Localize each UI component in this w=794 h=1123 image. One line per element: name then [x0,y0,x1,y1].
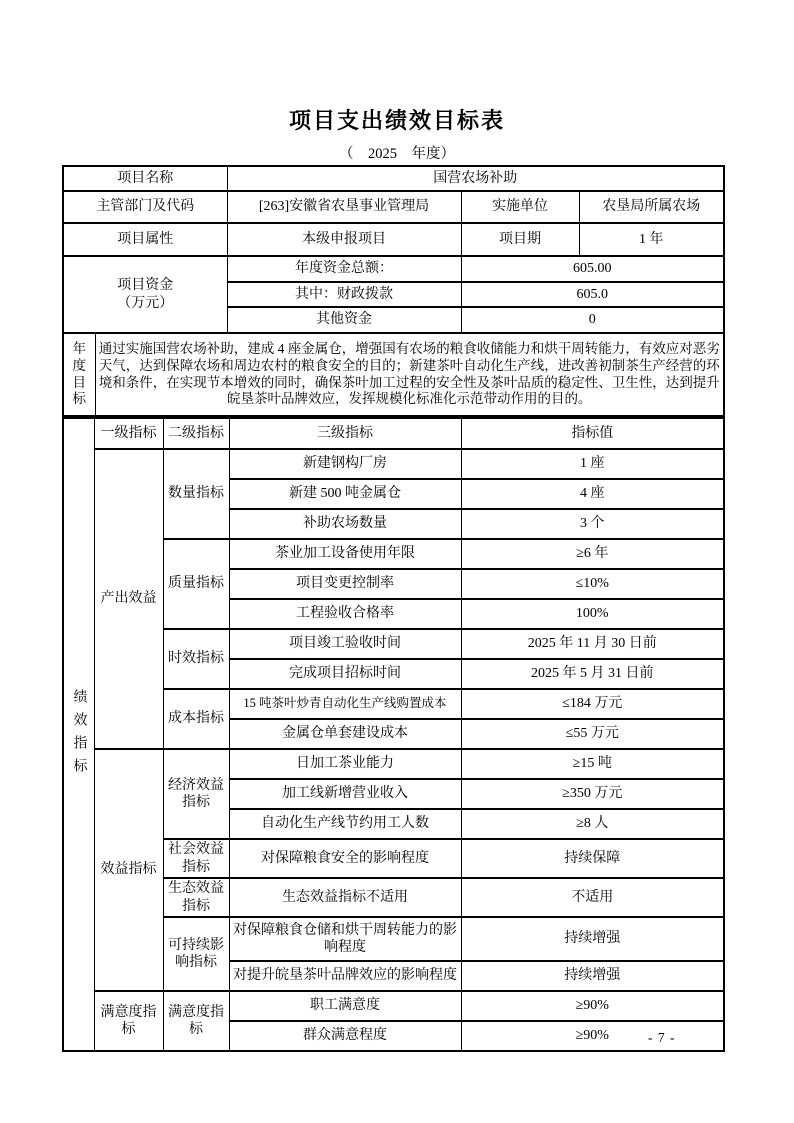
fund-other-value: 0 [461,307,724,333]
level2-social: 社会效益指标 [163,839,229,878]
table-row [63,223,724,256]
indicator-name: 茶业加工设备使用年限 [229,539,461,569]
fund-total-label: 年度资金总额： [227,256,461,282]
project-info-table [62,165,725,334]
table-row [63,917,724,961]
header-level1: 一级指标 [94,418,163,449]
impl-unit-value: 农垦局所属农场 [579,191,724,223]
indicator-value: 100% [461,599,724,629]
table-row [63,878,724,917]
project-name-label: 项目名称 [63,166,227,191]
dept-label: 主管部门及代码 [63,191,227,223]
annual-goal-text: 通过实施国营农场补助，建成 4 座金属仓，增强国有农场的粮食收储能力和烘干周转能力，有效应对恶劣天气，达到保障农场和周边农村的粮食安全的目的；新建茶叶自动化生产线，进改善初制茶生产经营的环境和条件，在实现节本增效的同时，确保茶叶加工过程的安全性及茶叶品质的稳定性、卫生性，达到提升皖垦茶叶品牌效应，发挥规模化标准化示范带动作用的目的。 [95,333,724,416]
indicator-name: 金属仓单套建设成本 [229,719,461,749]
header-level3: 三级指标 [229,418,461,449]
indicator-name: 工程验收合格率 [229,599,461,629]
indicator-value: 2025 年 11 月 30 日前 [461,629,724,659]
indicator-name: 补助农场数量 [229,509,461,539]
table-row [63,449,724,479]
table-row [63,539,724,569]
level2-timeliness: 时效指标 [163,629,229,689]
indicator-name: 日加工茶业能力 [229,749,461,779]
fund-label-line1: 项目资金 [117,278,174,293]
indicator-name: 新建钢构厂房 [229,449,461,479]
indicator-name: 群众满意程度 [229,1021,461,1051]
indicator-value: ≥8 人 [461,809,724,839]
indicator-name: 职工满意度 [229,991,461,1021]
indicator-value: ≥15 吨 [461,749,724,779]
level2-economic: 经济效益指标 [163,749,229,839]
annual-goal-table [62,332,725,417]
level2-satisfaction: 满意度指标 [163,991,229,1051]
fund-fiscal-label: 其中：财政拨款 [227,282,461,307]
page-title: 项目支出绩效目标表 [288,108,505,133]
dept-value: [263]安徽省农垦事业管理局 [227,191,461,223]
level2-quantity: 数量指标 [163,449,229,539]
page-number: - 7 - [648,1030,676,1045]
header-level2: 二级指标 [163,418,229,449]
indicators-table [62,417,725,1052]
indicator-value: 不适用 [461,878,724,917]
fund-fiscal-value: 605.0 [461,282,724,307]
year-subtitle: （ 2025 年度） [339,146,455,162]
attr-label: 项目属性 [63,223,227,256]
table-row [63,689,724,719]
fund-total-value: 605.00 [461,256,724,282]
level2-sustain: 可持续影响指标 [163,917,229,991]
indicators-side-label: 绩效指标 [63,418,94,1051]
indicator-value: ≥90% [461,1021,724,1051]
indicators-header-row [63,418,724,449]
level2-ecological: 生态效益指标 [163,878,229,917]
table-row [63,191,724,223]
indicator-name: 生态效益指标不适用 [229,878,461,917]
indicator-name: 项目变更控制率 [229,569,461,599]
period-value: 1 年 [579,223,724,256]
indicator-name: 完成项目招标时间 [229,659,461,689]
indicator-name: 对保障粮食安全的影响程度 [229,839,461,878]
table-row [63,991,724,1021]
indicator-name: 加工线新增营业收入 [229,779,461,809]
indicator-value: 持续保障 [461,839,724,878]
attr-value: 本级申报项目 [227,223,461,256]
fund-other-label: 其他资金 [227,307,461,333]
indicator-value: ≤184 万元 [461,689,724,719]
table-row [63,749,724,779]
annual-goal-label: 年度目标 [63,333,95,416]
table-row [63,333,724,416]
table-row [63,166,724,191]
table-row [63,629,724,659]
indicator-value: 3 个 [461,509,724,539]
impl-unit-label: 实施单位 [461,191,579,223]
level2-quality: 质量指标 [163,539,229,629]
project-name-value: 国营农场补助 [227,166,724,191]
indicator-name: 对提升皖垦茶叶品牌效应的影响程度 [229,961,461,991]
fund-label [63,256,227,333]
indicator-name: 新建 500 吨金属仓 [229,479,461,509]
indicator-value: 4 座 [461,479,724,509]
indicator-name: 项目竣工验收时间 [229,629,461,659]
indicator-value: 持续增强 [461,917,724,961]
indicator-value: 持续增强 [461,961,724,991]
level1-satisfaction: 满意度指标 [94,991,163,1051]
period-label: 项目期 [461,223,579,256]
indicator-value: ≥90% [461,991,724,1021]
indicator-name: 15 吨茶叶炒青自动化生产线购置成本 [229,689,461,719]
indicator-value: 1 座 [461,449,724,479]
level1-benefit: 效益指标 [94,749,163,991]
level2-cost: 成本指标 [163,689,229,749]
indicator-name: 对保障粮食仓储和烘干周转能力的影响程度 [229,917,461,961]
table-row [63,839,724,878]
table-row [63,256,724,282]
level1-output: 产出效益 [94,449,163,749]
fund-label-line2: （万元） [117,295,174,311]
header-value: 指标值 [461,418,724,449]
indicator-value: 2025 年 5 月 31 日前 [461,659,724,689]
indicator-value: ≤10% [461,569,724,599]
indicator-value: ≥350 万元 [461,779,724,809]
indicator-value: ≤55 万元 [461,719,724,749]
indicator-value: ≥6 年 [461,539,724,569]
indicator-name: 自动化生产线节约用工人数 [229,809,461,839]
